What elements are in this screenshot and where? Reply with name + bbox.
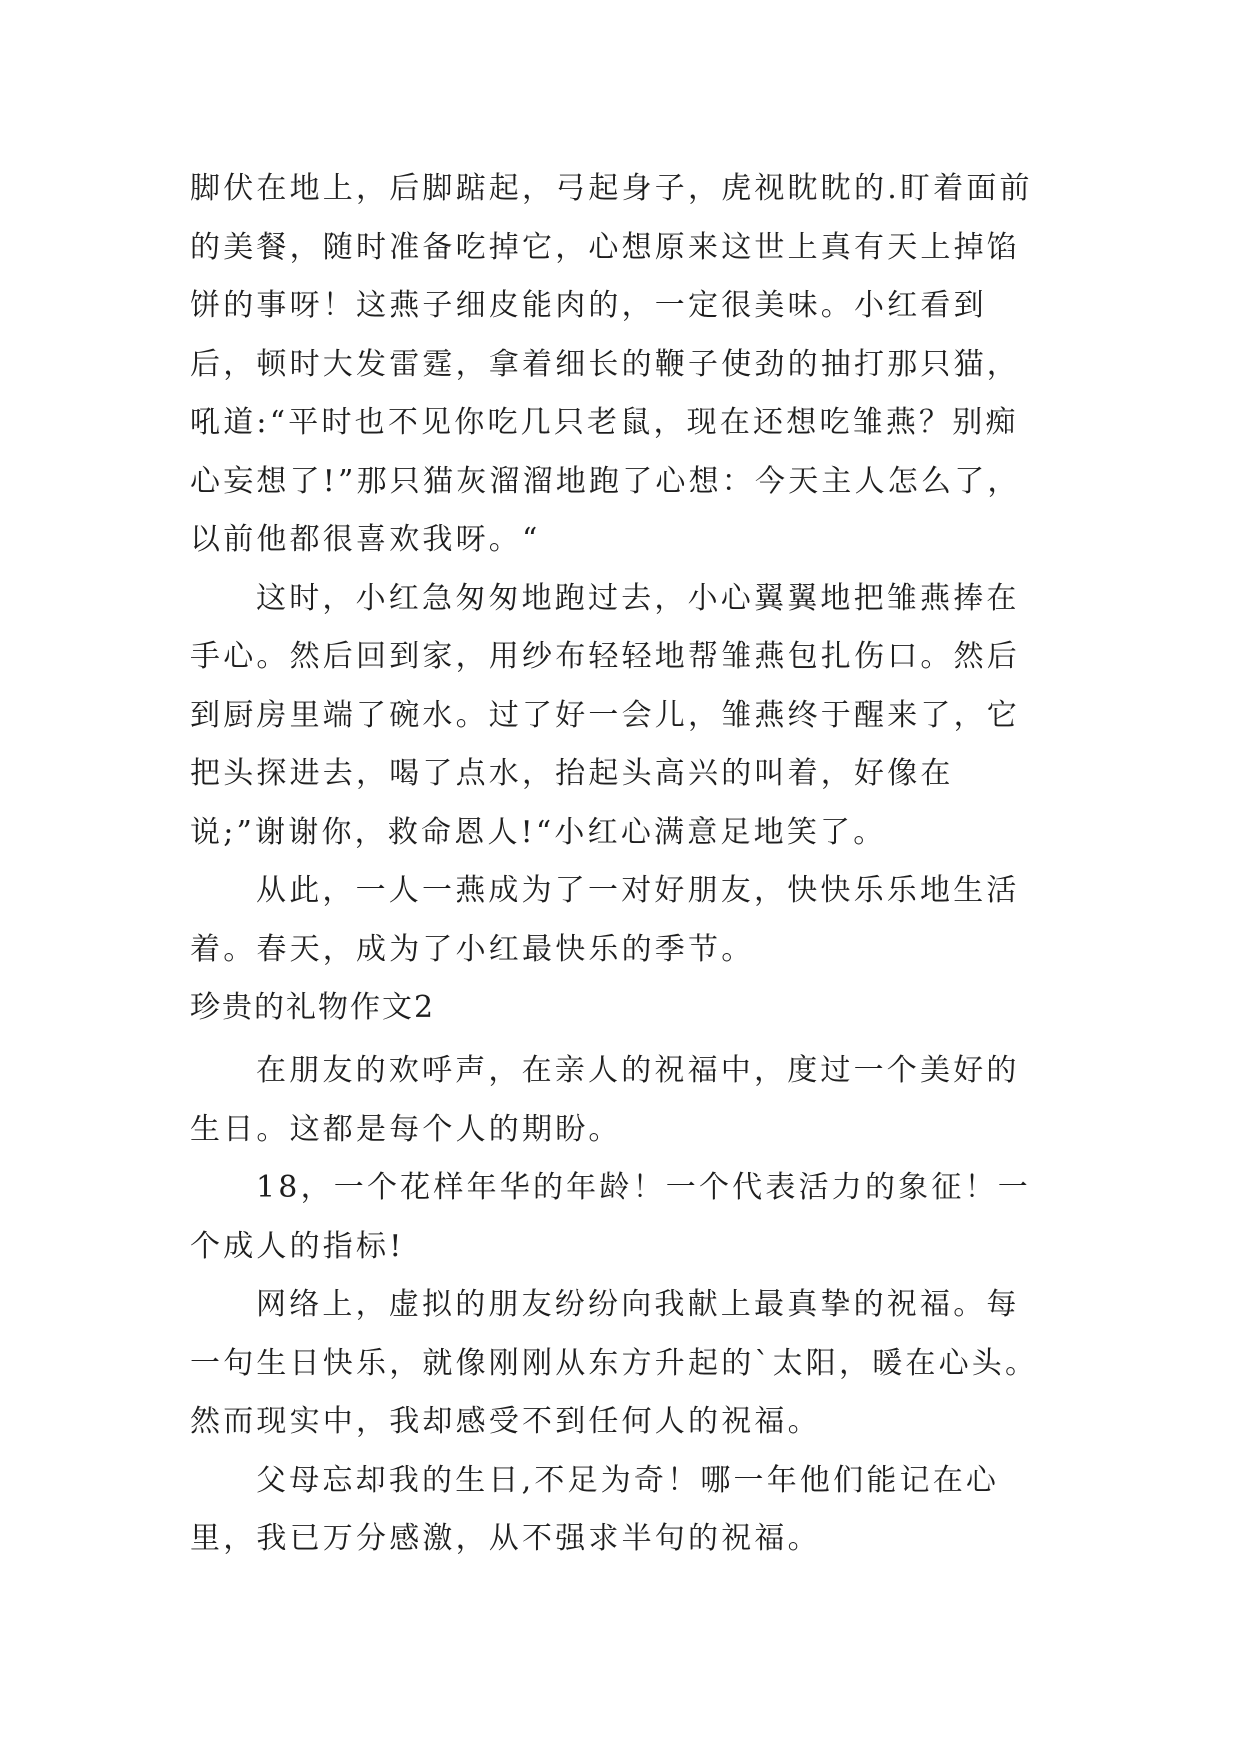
paragraph: 在朋友的欢呼声，在亲人的祝福中，度过一个美好的生日。这都是每个人的期盼。 — [190, 1053, 1020, 1147]
paragraph: 父母忘却我的生日,不足为奇！哪一年他们能记在心里，我已万分感激，从不强求半句的祝福。 — [190, 1462, 1000, 1556]
essay-body — [190, 1042, 1050, 1569]
paragraph: 这时，小红急匆匆地跑过去，小心翼翼地把雏燕捧在手心。然后回到家，用纱布轻轻地帮雏燕包扎伤口。然后到厨房里端了碗水。过了好一会儿，雏燕终于醒来了，它把头探进去，喝了点水，抬起头高兴的叫着，好像在说;”谢谢你，救命恩人!“小红心满意足地笑了。 — [190, 580, 1020, 850]
paragraph: 18，一个花样年华的年龄！一个代表活力的象征！一个成人的指标! — [190, 1170, 1031, 1264]
paragraph-continued: 脚伏在地上，后脚踮起，弓起身子，虎视眈眈的.盯着面前的美餐，随时准备吃掉它，心想原来这世上真有天上掉馅饼的事呀！这燕子细皮能肉的，一定很美味。小红看到后，顿时大发雷霆，拿着细长的鞭子使劲的抽打那只猫，吼道:“平时也不见你吃几只老鼠，现在还想吃雏燕？别痴心妄想了!”那只猫灰溜溜地跑了心想：今天主人怎么了，以前他都很喜欢我呀。“ — [190, 171, 1033, 557]
story-body — [190, 160, 1050, 1038]
paragraph: 从此，一人一燕成为了一对好朋友，快快乐乐地生活着。春天，成为了小红最快乐的季节。 — [190, 873, 1020, 967]
paragraph: 网络上，虚拟的朋友纷纷向我献上最真挚的祝福。每一句生日快乐，就像刚刚从东方升起的`太阳，暖在心头。然而现实中，我却感受不到任何人的祝福。 — [190, 1287, 1039, 1439]
section-heading: 珍贵的礼物作文2 — [190, 990, 436, 1025]
